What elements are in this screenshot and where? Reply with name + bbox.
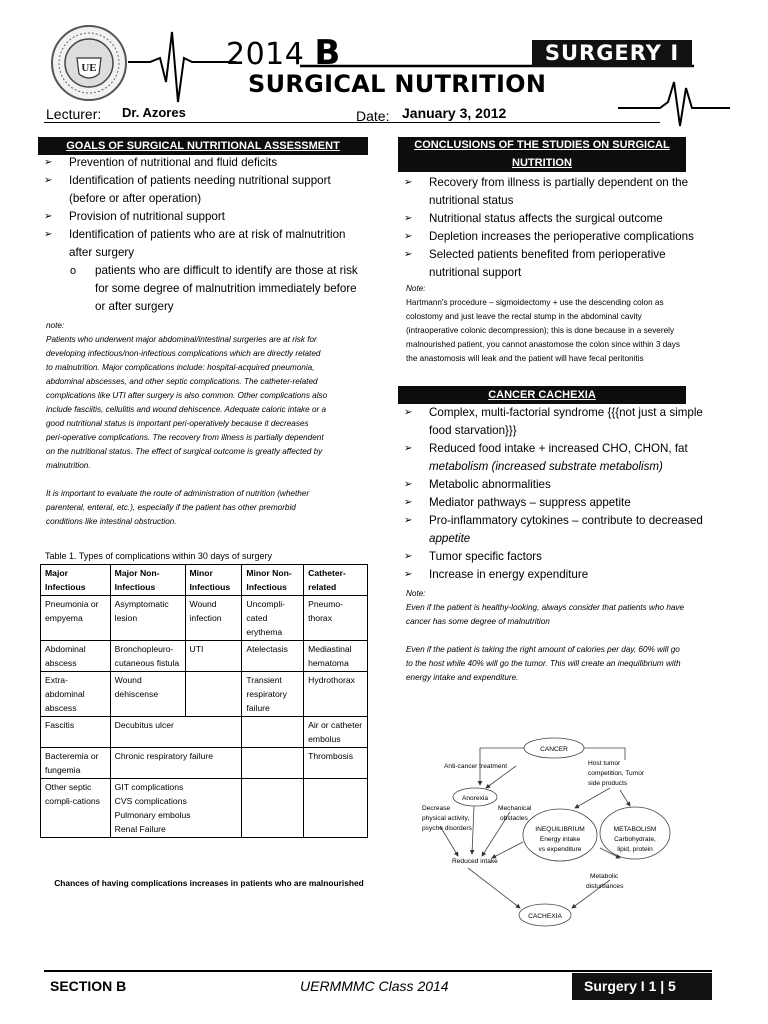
arrow-bullet-icon: ➢ xyxy=(404,177,413,188)
table-cell: Abdominal abscess xyxy=(41,641,111,672)
arrow-bullet-icon: ➢ xyxy=(404,515,413,526)
table-header: Major Infectious xyxy=(41,565,111,596)
diagram-label: INEQUILIBRIUM xyxy=(535,826,585,833)
diagram-label: psyche disorders xyxy=(422,825,472,832)
diagram-label: CACHEXIA xyxy=(528,913,562,920)
list-item: ➢ Recovery from illness is partially dependent on the xyxy=(402,174,712,192)
arrow-bullet-icon: ➢ xyxy=(404,479,413,490)
diagram-label: physical activity, xyxy=(422,815,470,822)
table-row xyxy=(41,717,368,748)
goals-section-heading: GOALS OF SURGICAL NUTRITIONAL ASSESSMENT xyxy=(38,137,368,155)
list-item: ➢ Nutritional status affects the surgical outcome xyxy=(402,210,712,228)
table-cell xyxy=(242,717,304,748)
circle-bullet-icon: o xyxy=(70,265,77,277)
table-header: Major Non-Infectious xyxy=(110,565,185,596)
arrow-bullet-icon: ➢ xyxy=(404,569,413,580)
table-cell: Uncompli-cated erythema xyxy=(242,596,304,641)
table-cell: Air or catheter embolus xyxy=(304,717,368,748)
goals-note: note: Patients who underwent major abdominal/intestinal surgeries are at risk for developing infectious/non-infectious complications which are directly related to malnutrition. Major complications include: hospital-acquired pneumonia, abdominal abscesses, and other septic complications. The catheter-related complications like UTI after surgery is also common. Other complications also include fasciitis, cellulitis and wound dehiscence. Adequate caloric intake or a good nutritional status is important peri-operatively because it decreases peri-operative complications. The recovery from illness is partially dependent on the nutritional status. The effect of surgical outcome is greatly affected by malnutrition. It is important to evaluate the route of administration of nutrition (whether parenteral, enteral, etc.), especially if the patient has other premorbid conditions like intestinal obstruction. xyxy=(46,321,328,526)
list-item: ➢ Increase in energy expenditure xyxy=(402,566,712,584)
diagram-label: Energy intake xyxy=(539,836,581,843)
table-row xyxy=(41,596,368,641)
arrow-bullet-icon: ➢ xyxy=(404,497,413,508)
list-item: ➢ Reduced food intake + increased CHO, CHON, fat xyxy=(402,440,712,458)
footer-section: SECTION B xyxy=(50,978,127,994)
header-divider xyxy=(44,122,660,123)
list-item: ➢ Provision of nutritional support xyxy=(42,208,372,226)
arrow-bullet-icon: ➢ xyxy=(404,231,413,242)
table-cell: Mediastinal hematoma xyxy=(304,641,368,672)
complications-table xyxy=(40,564,368,838)
lecturer-name: Dr. Azores xyxy=(122,105,186,120)
diagram-label: Mechanical xyxy=(498,805,532,812)
list-item: ➢ Prevention of nutritional and fluid deficits xyxy=(42,154,372,172)
cachexia-note: Note: Even if the patient is healthy-looking, always consider that patients who have cancer has some degree of malnutrition Even if the patient is taking the right amount of calories per day, 60% will go to the host while 40% will go the tumor. This will create an inequilibrium with energy intake and expenditure. xyxy=(406,589,685,682)
table-cell xyxy=(304,779,368,838)
table-cell: Wound infection xyxy=(185,596,242,641)
cachexia-section-heading: CANCER CACHEXIA xyxy=(398,386,686,404)
cancer-cachexia-diagram xyxy=(410,730,700,930)
list-item: ➢ Pro-inflammatory cytokines – contribute to decreased xyxy=(402,512,712,530)
diagram-label: Metabolic xyxy=(590,873,619,880)
list-item: nutritional support xyxy=(429,266,522,279)
table-footnote: Chances of having complications increases in patients who are malnourished xyxy=(54,878,364,888)
table-cell: Wound dehiscense xyxy=(110,672,185,717)
arrow-bullet-icon: ➢ xyxy=(44,175,53,186)
list-item: ➢ Tumor specific factors xyxy=(402,548,712,566)
footer-class: UERMMMC Class 2014 xyxy=(300,978,449,994)
arrow-bullet-icon: ➢ xyxy=(404,443,413,454)
date-label: Date: xyxy=(356,108,390,124)
diagram-label: competition, Tumor xyxy=(588,770,645,777)
list-item: ➢ Identification of patients needing nutritional support xyxy=(42,172,372,190)
table-cell: Decubitus ulcer xyxy=(110,717,242,748)
lecturer-label: Lecturer: xyxy=(46,106,102,122)
list-item: nutritional status xyxy=(429,194,514,207)
list-item: (before or after operation) xyxy=(69,192,202,205)
table-header: Catheter-related xyxy=(304,565,368,596)
table-cell xyxy=(242,748,304,779)
diagram-label: Anti-cancer treatment xyxy=(444,763,508,770)
diagram-label: disturbances xyxy=(586,883,624,890)
arrow-bullet-icon: ➢ xyxy=(404,213,413,224)
diagram-label: obstacles xyxy=(500,815,528,822)
diagram-node-inequilibrium xyxy=(523,809,597,861)
table-cell: Extra-abdominal abscess xyxy=(41,672,111,717)
diagram-label: side products xyxy=(588,780,628,787)
arrow-bullet-icon: ➢ xyxy=(404,407,413,418)
diagram-label: vs expenditure xyxy=(538,846,582,853)
conclusions-list xyxy=(402,174,712,282)
footer-page-number: Surgery I 1 | 5 xyxy=(572,973,712,1000)
diagram-label: Anorexia xyxy=(461,795,489,802)
arrow-bullet-icon: ➢ xyxy=(44,229,53,240)
diagram-label: Carbohydrate, xyxy=(614,836,656,843)
table-row xyxy=(41,641,368,672)
table-cell: Thrombosis xyxy=(304,748,368,779)
table-cell: Asymptomatic lesion xyxy=(110,596,185,641)
list-item: after surgery xyxy=(69,246,135,259)
date-value: January 3, 2012 xyxy=(402,105,507,121)
table-cell xyxy=(242,779,304,838)
hartmann-note: Note: Hartmann's procedure – sigmoidectomy + use the descending colon as colostomy and just leave the rectal stump in the abdominal cavity (intraoperative colonic decompression); this is done because in a severely malnourished patient, you cannot anastomose the colon since within 3 days the anastomosis will leak and the patient will have fecal peritonitis xyxy=(406,284,680,363)
conclusions-section-heading: CONCLUSIONS OF THE STUDIES ON SURGICAL NUTRITION xyxy=(398,137,686,172)
table-cell: Fascitis xyxy=(41,717,111,748)
list-item: ➢ Metabolic abnormalities xyxy=(402,476,712,494)
list-item: metabolism (increased substrate metabolism) xyxy=(429,460,663,473)
arrow-bullet-icon: ➢ xyxy=(404,249,413,260)
diagram-label: Reduced intake xyxy=(452,858,498,865)
diagram-label: METABOLISM xyxy=(613,826,657,833)
diagram-label: Host tumor xyxy=(588,760,621,767)
diagram-label: CANCER xyxy=(540,746,568,753)
table-cell: Chronic respiratory failure xyxy=(110,748,242,779)
cachexia-list xyxy=(402,404,712,584)
university-seal-logo xyxy=(50,24,128,102)
list-item: ➢ Complex, multi-factorial syndrome {{{not just a simple xyxy=(402,404,712,422)
table-cell: Other septic compli-cations xyxy=(41,779,111,838)
table-cell: Bacteremia or fungemia xyxy=(41,748,111,779)
batch-label: 2014 B xyxy=(226,33,341,73)
arrow-bullet-icon: ➢ xyxy=(44,211,53,222)
table-cell: UTI xyxy=(185,641,242,672)
list-item: ➢ Identification of patients who are at risk of malnutrition xyxy=(42,226,372,244)
table-row xyxy=(41,779,368,838)
diagram-label: Decrease xyxy=(422,805,451,812)
list-item: food starvation}}} xyxy=(429,424,517,437)
list-item: appetite xyxy=(429,532,471,545)
table-row xyxy=(41,748,368,779)
footer-divider xyxy=(44,970,712,972)
arrow-bullet-icon: ➢ xyxy=(44,157,53,168)
table-header: Minor Non-Infectious xyxy=(242,565,304,596)
table-cell: Pneumonia or empyema xyxy=(41,596,111,641)
arrow-bullet-icon: ➢ xyxy=(404,551,413,562)
table-caption: Table 1. Types of complications within 30 days of surgery xyxy=(45,551,272,561)
goals-list xyxy=(42,154,372,316)
list-item: ➢ Depletion increases the perioperative complications xyxy=(402,228,712,246)
table-cell: Atelectasis xyxy=(242,641,304,672)
table-header: Minor Infectious xyxy=(185,565,242,596)
table-cell: Hydrothorax xyxy=(304,672,368,717)
table-cell: GIT complications CVS complications Pulmonary embolus Renal Failure xyxy=(110,779,242,838)
table-row xyxy=(41,672,368,717)
list-item: ➢ Mediator pathways – suppress appetite xyxy=(402,494,712,512)
list-item: ➢ Selected patients benefited from perioperative xyxy=(402,246,712,264)
table-cell: Bronchopleuro-cutaneous fistula xyxy=(110,641,185,672)
list-item: for some degree of malnutrition immediately before xyxy=(95,282,357,295)
table-cell xyxy=(185,672,242,717)
table-cell: Transient respiratory failure xyxy=(242,672,304,717)
table-cell: Pneumo-thorax xyxy=(304,596,368,641)
list-item: or after surgery xyxy=(95,300,174,313)
table-header-row xyxy=(41,565,368,596)
document-title: SURGICAL NUTRITION xyxy=(248,70,547,98)
diagram-label: lipid, protein xyxy=(617,846,653,853)
list-item: o patients who are difficult to identify are those at risk xyxy=(42,262,372,280)
svg-text:UE: UE xyxy=(81,62,97,74)
subject-badge: SURGERY I xyxy=(532,40,692,67)
